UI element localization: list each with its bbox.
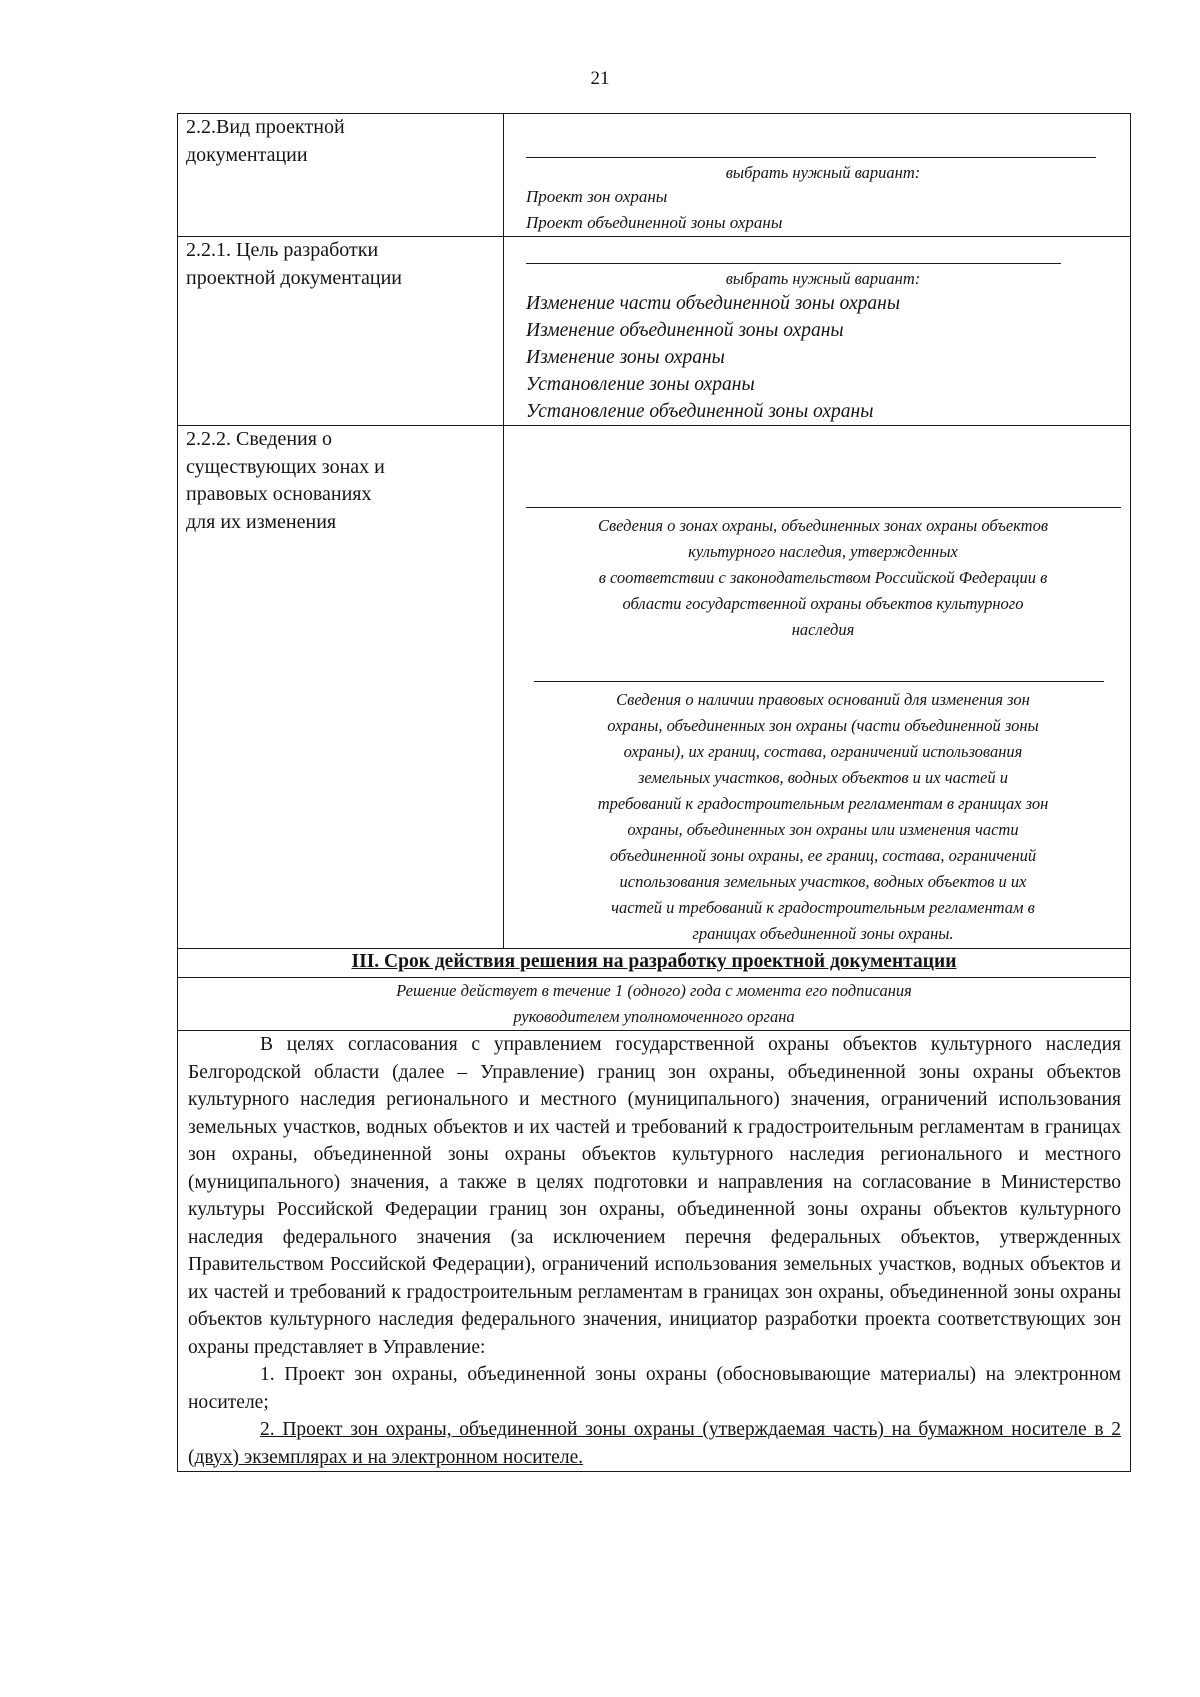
- table-row-existing-zones: [178, 426, 1131, 949]
- existing-zones-label-cell: [178, 426, 504, 949]
- table-row-section-heading: [178, 949, 1131, 978]
- existing-zones-value-cell: [504, 426, 1131, 949]
- project-type-label-cell: [178, 114, 504, 237]
- development-goal-blank-line: [526, 263, 1061, 264]
- body-cell: [178, 1031, 1131, 1472]
- term-note-cell: [178, 978, 1131, 1031]
- development-goal-value-cell: [504, 237, 1131, 426]
- project-type-blank-line: [526, 157, 1096, 158]
- development-goal-option: Изменение части объединенной зоны охраны: [526, 293, 901, 314]
- table-row-term-note: [178, 978, 1131, 1031]
- table-row-project-type: [178, 114, 1131, 237]
- project-type-option: Проект зон охраны: [526, 187, 668, 206]
- project-type-value-cell: [504, 114, 1131, 237]
- development-goal-label: 2.2.1. Цель разработки проектной документации: [186, 239, 402, 289]
- term-note: Решение действует в течение 1 (одного) года с момента его подписания руководителем уполномоченного органа: [396, 981, 912, 1026]
- table-row-body: [178, 1031, 1131, 1472]
- legal-grounds-blank-line: [534, 681, 1104, 682]
- existing-zones-blank-line: [526, 507, 1121, 508]
- development-goal-option: Изменение объединенной зоны охраны: [526, 320, 844, 341]
- body-paragraph: В целях согласования с управлением государственной охраны объектов культурного наследия Белгородской области (далее – Управление) границ зон охраны, объединенной зоны охраны объектов культурного наследия регионального и местного (муниципального) значения, ограничений использования земельных участков, водных объектов и их частей и требований к градостроительным регламентам в границах зон охраны, объединенной зоны охраны объектов культурного наследия регионального и местного (муниципального) значения, а также в целях подготовки и направления на согласование в Министерство культуры Российской Федерации границ зон охраны, объединенной зоны охраны объектов культурного наследия федерального значения (за исключением перечня федеральных объектов, утвержденных Правительством Российской Федерации), ограничений использования земельных участков, водных объектов и их частей и требований к градостроительным регламентам в границах зон охраны, объединенной зоны охраны объектов культурного наследия федерального значения, инициатор разработки проекта соответствующих зон охраны представляет в Управление:: [188, 1034, 1121, 1358]
- section-heading: III. Срок действия решения на разработку проектной документации: [351, 951, 957, 972]
- page-number: 21: [590, 68, 610, 89]
- table-row-development-goal: [178, 237, 1131, 426]
- development-goal-option: Изменение зоны охраны: [526, 347, 725, 368]
- development-goal-label-cell: [178, 237, 504, 426]
- project-documentation-table: [177, 113, 1131, 1472]
- development-goal-option: Установление объединенной зоны охраны: [526, 401, 874, 422]
- project-type-option: Проект объединенной зоны охраны: [526, 213, 783, 232]
- body-list-item: 2. Проект зон охраны, объединенной зоны охраны (утверждаемая часть) на бумажном носителе в 2 (двух) экземплярах и на электронном носителе.: [188, 1419, 1121, 1468]
- project-type-hint: выбрать нужный вариант:: [725, 163, 921, 182]
- legal-grounds-description: Сведения о наличии правовых оснований для изменения зон охраны, объединенных зон охраны (части объединенной зоны охраны), их границ, состава, ограничений использования земельных участков, водных объектов и их частей и требований к градостроительным регламентам в границах зон охраны, объединенных зон охраны или изменения части объединенной зоны охраны, ее границ, состава, ограничений использования земельных участков, водных объектов и их частей и требований к градостроительным регламентам в границах объединенной зоны охраны.: [597, 690, 1049, 943]
- existing-zones-description: Сведения о зонах охраны, объединенных зонах охраны объектов культурного наследия, утвержденных в соответствии с законодательством Российской Федерации в области государственной охраны объектов культурного наследия: [598, 516, 1048, 639]
- project-type-label: 2.2.Вид проектной документации: [186, 116, 345, 166]
- development-goal-hint: выбрать нужный вариант:: [725, 269, 921, 288]
- body-list-item: 1. Проект зон охраны, объединенной зоны охраны (обосновывающие материалы) на электронном носителе;: [188, 1364, 1121, 1413]
- existing-zones-label: 2.2.2. Сведения о существующих зонах и правовых основаниях для их изменения: [186, 428, 385, 533]
- section-heading-cell: [178, 949, 1131, 978]
- development-goal-option: Установление зоны охраны: [526, 374, 755, 395]
